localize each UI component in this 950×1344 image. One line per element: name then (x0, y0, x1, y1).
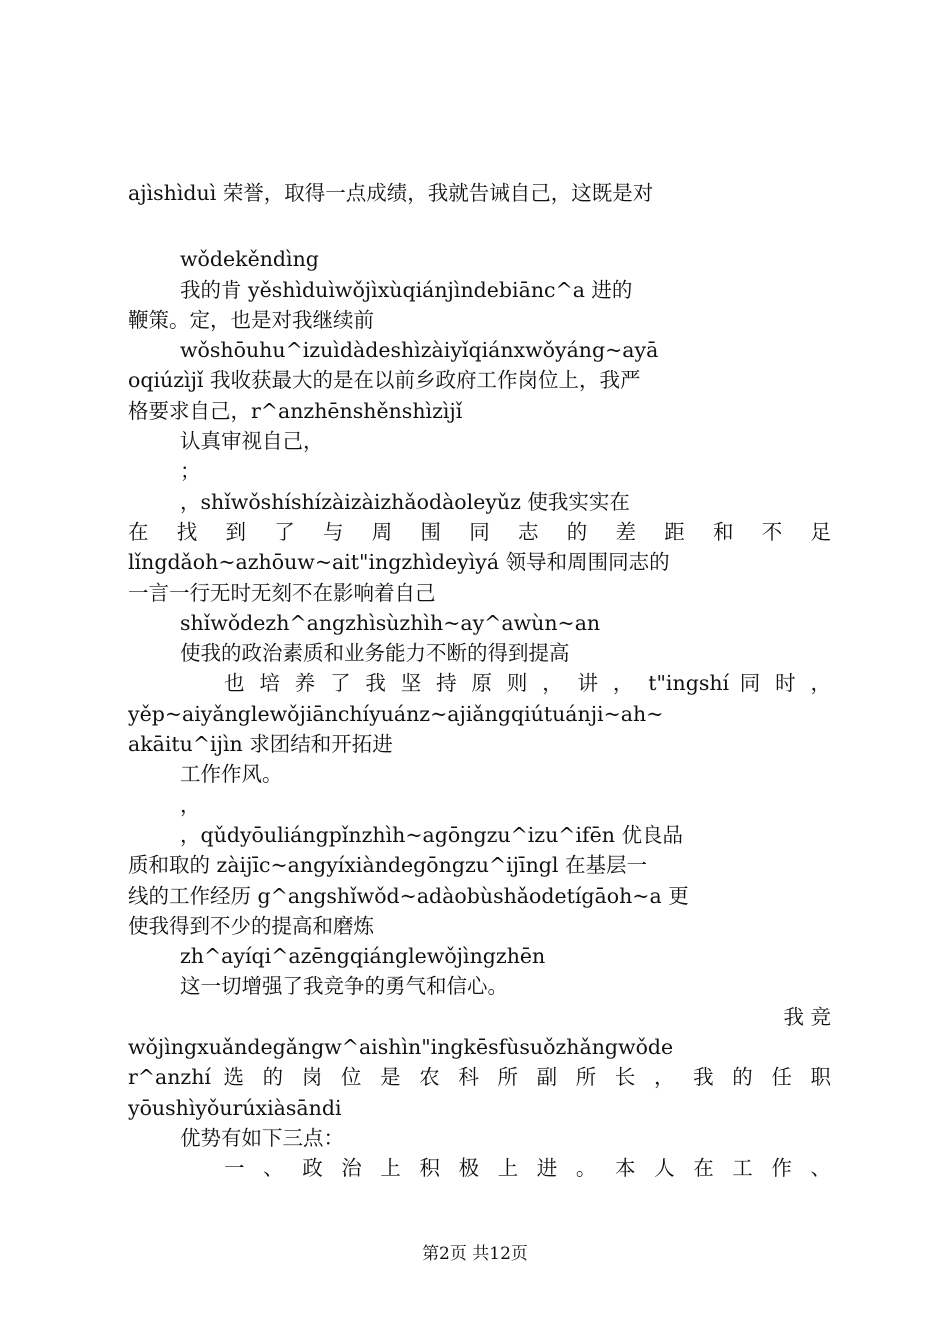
text-line: ； (180, 459, 201, 484)
text-line: oqiúzìjǐ 我收获最大的是在以前乡政府工作岗位上，我严 (128, 368, 641, 393)
text-line: 使我的政治素质和业务能力不断的得到提高 (180, 641, 570, 666)
text-line: 我 竞 (783, 1004, 831, 1029)
text-line: wǒjìngxuǎndegǎngw^aishìn"ingkēsfùsuǒzhǎngwǒde (128, 1035, 674, 1060)
text-line: 也 培 养 了 我 坚 持 原 则 ， 讲 ， t"ingshí 同 时 ， (224, 671, 831, 696)
text-line: ，qǔdyōuliángpǐnzhìh~agōngzu^izu^ifēn 优良品 (180, 822, 683, 847)
text-line: 工作作风。 (180, 762, 283, 787)
page-footer: 第2页 共12页 (422, 1244, 528, 1264)
text-line: wǒshōuhu^izuìdàdeshìzàiyǐqiánxwǒyáng~ayā (180, 338, 659, 363)
text-line: 一 、 政 治 上 积 极 上 进 。 本 人 在 工 作 、 (224, 1156, 831, 1181)
text-line: zh^ayíqi^azēngqiánglewǒjìngzhēn (180, 944, 546, 969)
text-line: 这一切增强了我竞争的勇气和信心。 (180, 974, 508, 999)
text-line: akāitu^ijìn 求团结和开拓进 (128, 732, 393, 757)
text-line: ajìshìduì 荣誉，取得一点成绩，我就告诫自己，这既是对 (128, 181, 654, 205)
text-line: 线的工作经历 g^angshǐwǒd~adàobùshǎodetígāoh~a 更 (128, 883, 689, 908)
paragraph-gap (128, 208, 831, 244)
text-line: 格要求自己，r^anzhēnshěnshìzìjǐ (128, 398, 463, 423)
text-line: r^anzhí 选 的 岗 位 是 农 科 所 副 所 长 ， 我 的 任 职 (128, 1065, 831, 1090)
text-line: ，shǐwǒshíshízàizàizhǎodàoleyǔz 使我实实在 (180, 489, 630, 514)
document-body (128, 178, 831, 1184)
text-line: ， (180, 792, 201, 817)
text-line: shǐwǒdezh^angzhìsùzhìh~ay^awùn~an (180, 610, 601, 635)
text-line: 质和取的 zàijīc~angyíxiàndegōngzu^ijīngl 在基层一 (128, 853, 647, 878)
text-line: yōushìyǒurúxiàsāndi (128, 1095, 342, 1120)
text-line: 使我得到不少的提高和磨炼 (128, 913, 374, 938)
text-line: 认真审视自己， (180, 429, 324, 454)
text-line: 我的肯 yěshìduìwǒjìxùqiánjìndebiānc^a 进的 (180, 277, 633, 302)
text-line: lǐngdǎoh~azhōuw~ait"ingzhìdeyìyá 领导和周围同志的 (128, 550, 670, 575)
text-line: yěp~aiyǎnglewǒjiānchíyuánz~ajiǎngqiútuánji~ah~ (128, 701, 664, 726)
text-line: 一言一行无时无刻不在影响着自己 (128, 580, 436, 605)
text-line: wǒdekěndìng (180, 247, 319, 272)
text-line: 在 找 到 了 与 周 围 同 志 的 差 距 和 不 足 (128, 519, 831, 544)
text-line: 优势有如下三点： (180, 1125, 344, 1150)
text-line: 鞭策。定，也是对我继续前 (128, 307, 374, 332)
